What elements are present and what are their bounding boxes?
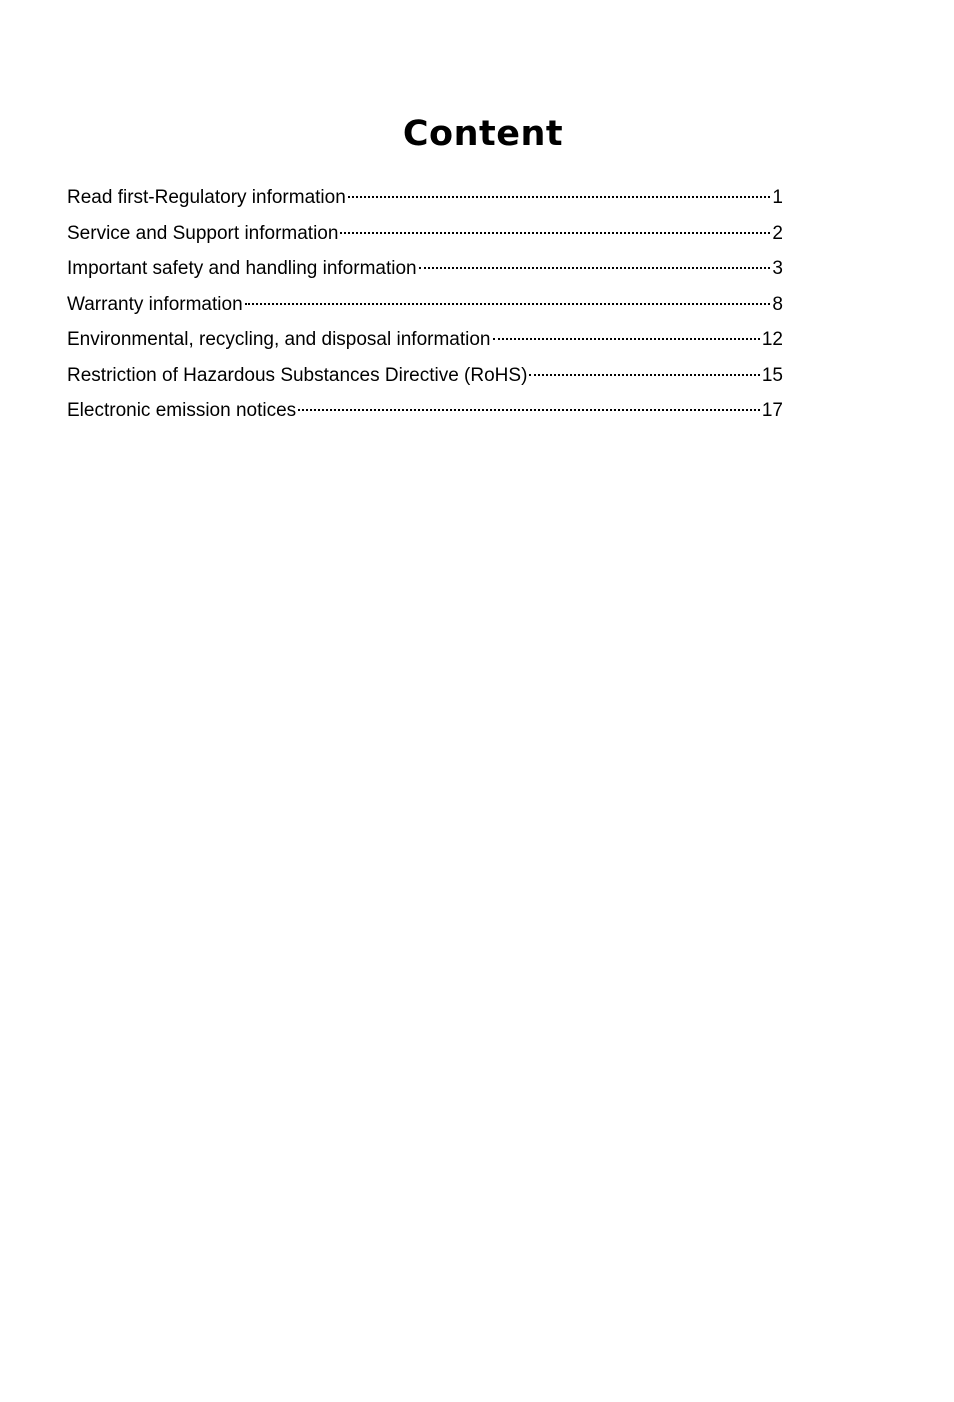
toc-entry-label: Warranty information (67, 293, 243, 315)
toc-page-number: 8 (772, 293, 783, 315)
toc-page-number: 2 (772, 222, 783, 244)
toc-dot-leader (529, 374, 759, 376)
toc-entry-read-first[interactable] (67, 185, 783, 221)
toc-page-number: 1 (772, 187, 783, 208)
table-of-contents (67, 185, 783, 434)
toc-page-number: 15 (761, 364, 783, 386)
toc-entry-label: Environmental, recycling, and disposal information (67, 329, 491, 350)
toc-page-number: 12 (761, 329, 783, 350)
toc-dot-leader (493, 338, 760, 340)
toc-page-number: 3 (772, 258, 783, 279)
toc-dot-leader (245, 303, 771, 305)
toc-entry-label: Service and Support information (67, 222, 339, 244)
toc-entry-label: Read first-Regulatory information (67, 187, 346, 208)
toc-entry-label: Restriction of Hazardous Substances Directive (RoHS) (67, 364, 528, 386)
toc-entry-environmental[interactable] (67, 327, 783, 363)
toc-entry-rohs[interactable] (67, 363, 783, 399)
toc-dot-leader (340, 232, 770, 234)
toc-entry-label: Important safety and handling information (67, 258, 417, 279)
toc-entry-service-support[interactable] (67, 221, 783, 257)
toc-dot-leader (348, 196, 771, 198)
toc-entry-emission-notices[interactable] (67, 398, 783, 434)
toc-entry-label: Electronic emission notices (67, 400, 297, 421)
page-title: Content (402, 114, 564, 154)
toc-dot-leader (298, 409, 760, 411)
toc-page-number: 17 (761, 400, 783, 421)
toc-entry-warranty[interactable] (67, 292, 783, 328)
toc-entry-safety-handling[interactable] (67, 256, 783, 292)
toc-dot-leader (419, 267, 771, 269)
